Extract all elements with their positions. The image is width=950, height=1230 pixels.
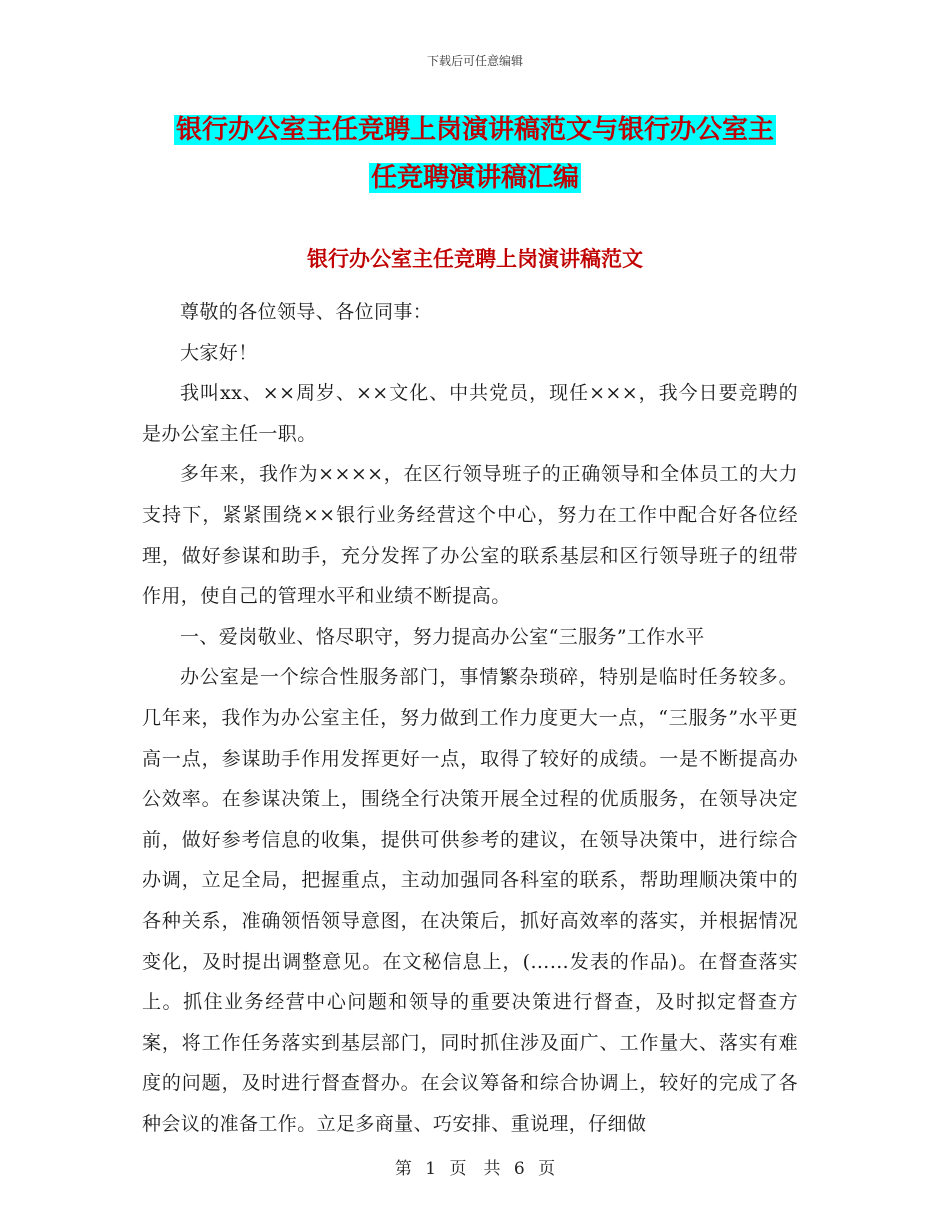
- body-paragraph: 办公室是一个综合性服务部门，事情繁杂琐碎，特别是临时任务较多。几年来，我作为办公室主任，努力做到工作力度更大一点，“三服务”水平更高一点，参谋助手作用发挥更好一点，取得了较好的成绩。一是不断提高办公效率。在参谋决策上，围绕全行决策开展全过程的优质服务，在领导决定前，做好参考信息的收集，提供可供参考的建议，在领导决策中，进行综合办调，立足全局，把握重点，主动加强同各科室的联系，帮助理顺决策中的各种关系，准确领悟领导意图，在决策后，抓好高效率的落实，并根据情况变化，及时提出调整意见。在文秘信息上，(……发表的作品)。在督查落实上。抓住业务经营中心问题和领导的重要决策进行督查，及时拟定督查方案，将工作任务落实到基层部门，同时抓住涉及面广、工作量大、落实有难度的问题，及时进行督查督办。在会议筹备和综合协调上，较好的完成了各种会议的准备工作。立足多商量、巧安排、重说理，仔细做: [142, 666, 798, 1135]
- document-title-line-1: 银行办公室主任竞聘上岗演讲稿范文与银行办公室主: [175, 115, 774, 145]
- footer-prefix: 第: [394, 1159, 412, 1179]
- section-heading-paragraph: 一、爱岗敬业、恪尽职守，努力提高办公室“三服务”工作水平: [180, 625, 705, 648]
- document-body: [142, 292, 798, 1144]
- greeting-paragraph: 大家好！: [180, 341, 258, 364]
- document-title: [140, 106, 810, 202]
- page-footer: [0, 1154, 950, 1179]
- footer-suffix: 页: [538, 1159, 556, 1179]
- page-number: 1: [425, 1159, 437, 1179]
- introduction-paragraph: 我叫xx、××周岁、××文化、中共党员，现任×××，我今日要竞聘的是办公室主任一职。: [142, 382, 798, 445]
- footer-middle: 页 共: [449, 1159, 501, 1179]
- section-title: 银行办公室主任竞聘上岗演讲稿范文: [307, 246, 643, 271]
- document-title-line-2: 任竞聘演讲稿汇编: [370, 163, 579, 193]
- total-pages: 6: [513, 1159, 525, 1179]
- salutation-paragraph: 尊敬的各位领导、各位同事：: [180, 301, 433, 323]
- background-paragraph: 多年来，我作为××××，在区行领导班子的正确领导和全体员工的大力支持下，紧紧围绕××银行业务经营这个中心，努力在工作中配合好各位经理，做好参谋和助手，充分发挥了办公室的联系基层和区行领导班子的纽带作用，使自己的管理水平和业绩不断提高。: [142, 463, 798, 608]
- page-header-note: 下载后可任意编辑: [426, 54, 523, 68]
